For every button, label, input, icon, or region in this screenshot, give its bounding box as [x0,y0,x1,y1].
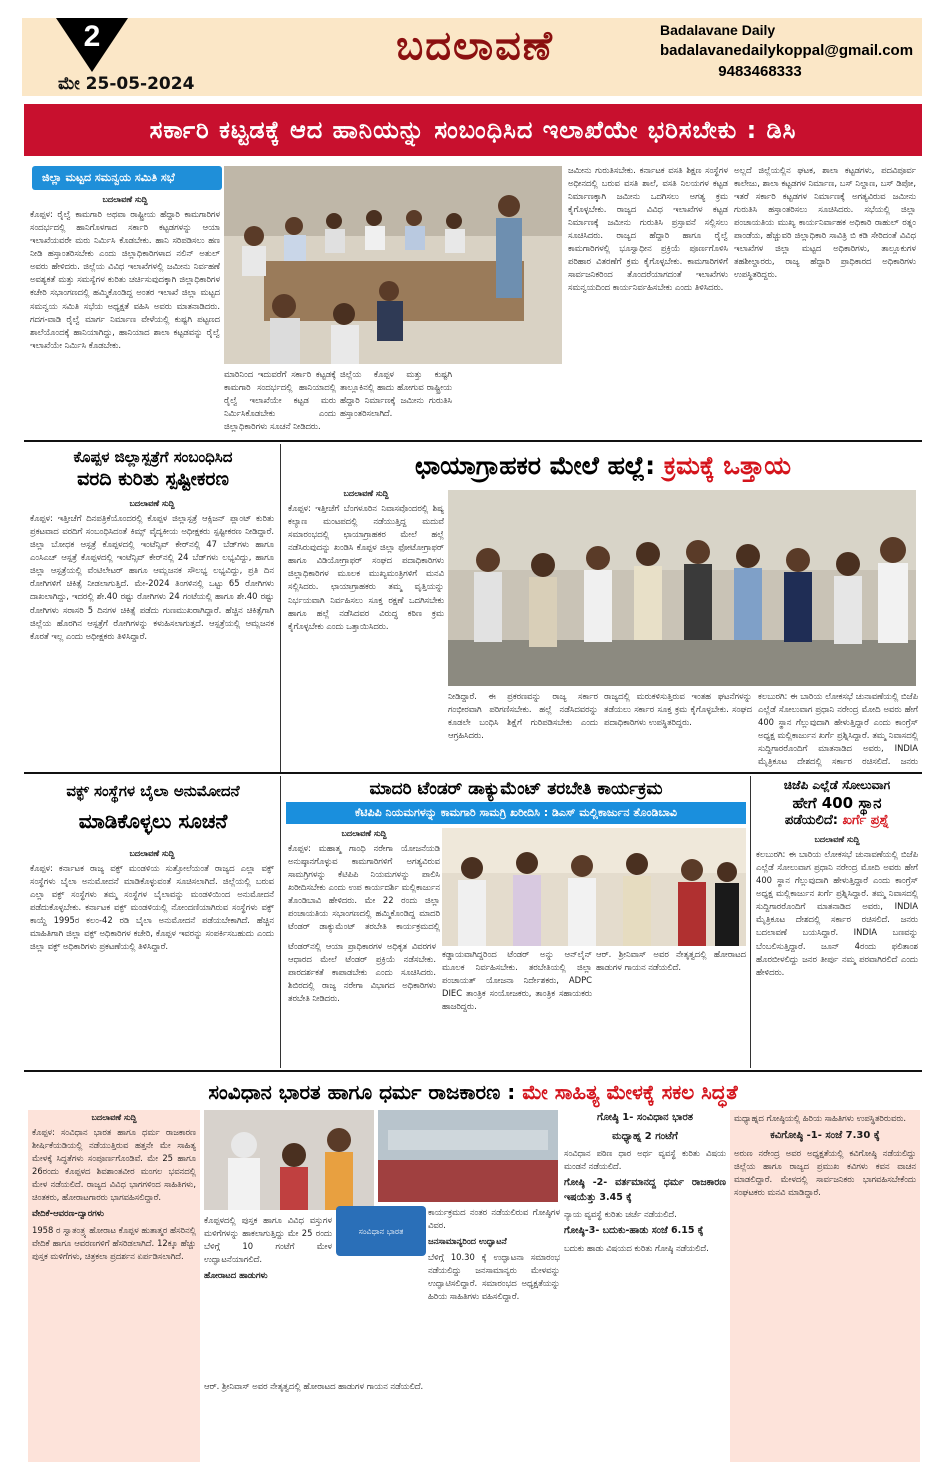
lead-col-4 [568,164,728,436]
headline-line: ಕೊಪ್ಪಳ ಜಿಲ್ಲಾಸ್ಪತ್ರೆಗೆ ಸಂಬಂಧಿಸಿದ [73,448,233,466]
waqf-body [30,848,274,1062]
article-paragraph: ಬದುಕು ಹಾಡು ವಿಷಯದ ಕುರಿತು ಗೋಷ್ಠಿ ನಡೆಯಲಿದೆ. [564,1243,709,1254]
tender-photo [442,828,746,946]
contact-phone: 9483468333 [718,63,802,80]
section-divider [24,1070,922,1072]
article-paragraph: ಕಡ್ಡಾಯವಾಗಿದ್ದರಿಂದ ಟೆಂಡರ್ ಅನ್ನು ಆನ್‌ಲೈನ್ ಮೂಲಕ ನಿರ್ವಹಿಸಬೇಕು. ತರಬೇತಿಯಲ್ಲಿ ಜಿಲ್ಲಾ ಪಂಚಾಯತ್ ಯೋಜನಾ ನಿರ್ದೇಶಕರು, ADPC DIEC ತಾಂತ್ರಿಕ ಸಂಯೋಜಕರು, ತಾಂತ್ರಿಕ ಸಹಾಯಕರು ಹಾಜರಿದ್ದರು. [442,949,592,1012]
subhead: ವೇದಿಕೆ-ಆವರಣ-ದ್ವಾರಗಳು [32,1208,104,1219]
headline-red-part: ಖರ್ಗೆ ಪ್ರಶ್ನೆ [842,813,890,828]
lead-col-3 [340,368,452,438]
samvidhana-col-1 [32,1112,196,1460]
newspaper-title: ಬದಲಾವಣೆ [396,22,554,69]
group-photo-illustration [448,490,916,686]
meeting-photo-illustration [224,166,562,364]
article-paragraph: ಕೊಪ್ಪಳ: ಇತ್ತೀಚೆಗೆ ದಿನಪತ್ರಿಕೆಯೊಂದರಲ್ಲಿ ಕೊಪ್ಪಳ ಜಿಲ್ಲಾಸ್ಪತ್ರೆ ಆಕ್ಸಿಜನ್ ಪ್ಲಾಂಟ್ ಕುರಿತು ಪ್ರಕಟವಾದ ವರದಿಗೆ ಸಂಬಂಧಿಸಿದಂತೆ ಕಿಮ್ಸ್ ವೈದ್ಯಕೀಯ ಅಧೀಕ್ಷಕರು ಸ್ಪಷ್ಟೀಕರಣ ನೀಡಿದ್ದಾರೆ. ಜಿಲ್ಲಾ ಬೋಧಕ ಆಸ್ಪತ್ರೆ ಕೊಪ್ಪಳದಲ್ಲಿ ಇಂಟೆನ್ಸಿವ್ ಕೇರ್‌ನಲ್ಲಿ 47 ಬೆಡ್‌ಗಳು ಹಾಗೂ ಎಂಸಿಎಚ್ ಆಸ್ಪತ್ರೆ ಕೊಪ್ಪಳದಲ್ಲಿ ಇಂಟೆನ್ಸಿವ್ ಕೇರ್‌ನಲ್ಲಿ 24 ಬೆಡ್‌ಗಳು ಲಭ್ಯವಿದ್ದು, ಹಾಗೂ ಜಿಲ್ಲಾ ಆಸ್ಪತ್ರೆಯಲ್ಲಿ ವೆಂಟಿಲೇಟರ್ ಹಾಗೂ ಆಮ್ಲಜನಕ ಸೌಲಭ್ಯ ಲಭ್ಯವಿದ್ದು, ಪ್ರತಿ ದಿನ ರೋಗಿಗಳಿಗೆ ಚಿಕಿತ್ಸೆ ನೀಡಲಾಗುತ್ತಿದೆ. ಮೇ-2024 ತಿಂಗಳಿನಲ್ಲಿ ಒಟ್ಟು 65 ರೋಗಿಗಳು ದಾಖಲಾಗಿದ್ದು, ಇದರಲ್ಲಿ ಶೇ.40 ರಷ್ಟು ರೋಗಿಗಳು 24 ಗಂಟೆಯಲ್ಲಿ ಹಾಗೂ ಶೇ.40 ರಷ್ಟು ರೋಗಿಗಳು ಸರಾಸರಿ 5 ದಿನಗಳ ಚಿಕಿತ್ಸೆ ಪಡೆದು ಗುಣಮುಖರಾಗಿದ್ದಾರೆ. ಹೆಚ್ಚಿನ ಚಿಕಿತ್ಸೆಗಾಗಿ ಜಿಲ್ಲೆಯ ಹೊರಗಿನ ಆಸ್ಪತ್ರೆಗೆ ರೋಗಿಗಳನ್ನು ಕಳುಹಿಸಲಾಗುತ್ತದೆ. ಆಸ್ಪತ್ರೆಯಲ್ಲಿ ಆಮ್ಲಜನಕ ಕೊರತೆ ಇಲ್ಲ ಎಂದು ಅಧೀಕ್ಷಕರು ತಿಳಿಸಿದ್ದಾರೆ. [30,513,274,641]
article-paragraph: ಕೊಪ್ಪಳ: ಮಹಾತ್ಮ ಗಾಂಧಿ ನರೇಗಾ ಯೋಜನೆಯಡಿ ಅನುಷ್ಠಾನಗೊಳ್ಳುವ ಕಾಮಗಾರಿಗಳಿಗೆ ಅಗತ್ಯವಿರುವ ಸಾಮಗ್ರಿಗಳನ್ನು ಕೆಟಿಪಿಪಿ ನಿಯಮಗಳನ್ನು ಪಾಲಿಸಿ ಖರೀದಿಸಬೇಕು ಎಂದು ಉಪ ಕಾರ್ಯದರ್ಶಿ ಮಲ್ಲಿಕಾರ್ಜುನ ತೊಂಡಿಬಾವಿ ಹೇಳಿದರು. ಮೇ 22 ರಂದು ಜಿಲ್ಲಾ ಪಂಚಾಯತಿಯ ಸಭಾಂಗಣದಲ್ಲಿ ಹಮ್ಮಿಕೊಂಡಿದ್ದ ಮಾದರಿ ಟೆಂಡರ್ ಡಾಕ್ಯುಮೆಂಟ್ ತರಬೇತಿ ಕಾರ್ಯಕ್ರಮದಲ್ಲಿ [288,843,440,932]
tender-headline: ಮಾದರಿ ಟೆಂಡರ್ ಡಾಕ್ಯುಮೆಂಟ್ ತರಬೇತಿ ಕಾರ್ಯಕ್ರಮ [369,779,663,799]
headline-line: ಚಿಜೆಪಿ ಎಲ್ಲೆಡೆ ಸೋಲುವಾಗ [783,778,891,792]
byline: ಬದಲಾವಣೆ ಸುದ್ದಿ [814,835,860,844]
article-paragraph: ಬೆಳಿಗ್ಗೆ 10.30 ಕ್ಕೆ ಉದ್ಘಾಟನಾ ಸಮಾರಂಭ ನಡೆಯಲಿದ್ದು ಜನಸಾಮಾನ್ಯರು ಮೇಳವನ್ನು ಉದ್ಘಾಟಿಸಲಿದ್ದಾರೆ. ಸಮಾರಂಭದ ಅಧ್ಯಕ್ಷತೆಯನ್ನು ಹಿರಿಯ ಸಾಹಿತಿಗಳು ವಹಿಸಲಿದ್ದಾರೆ. [428,1252,560,1302]
lead-headline: ಸರ್ಕಾರಿ ಕಟ್ಟಡಕ್ಕೆ ಆದ ಹಾನಿಯನ್ನು ಸಂಬಂಧಿಸಿದ ಇಲಾಖೆಯೇ ಭರಿಸಬೇಕು : ಡಿಸಿ [24,104,922,156]
article-paragraph: ಕಲಬುರಗಿ: ಈ ಬಾರಿಯ ಲೋಕಸಭೆ ಚುನಾವಣೆಯಲ್ಲಿ ಬಿಜೆಪಿ ಎಲ್ಲೆಡೆ ಸೋಲುವಾಗ ಪ್ರಧಾನಿ ನರೇಂದ್ರ ಮೋದಿ ಅವರು ಹೇಗೆ 400 ಸ್ಥಾನ ಗೆಲ್ಲುವುದಾಗಿ ಹೇಳುತ್ತಿದ್ದಾರೆ ಎಂದು ಕಾಂಗ್ರೆಸ್ ಅಧ್ಯಕ್ಷ ಮಲ್ಲಿಕಾರ್ಜುನ ಖರ್ಗೆ ಪ್ರಶ್ನಿಸಿದ್ದಾರೆ. ತಮ್ಮ ನಿವಾಸದಲ್ಲಿ ಸುದ್ದಿಗಾರರೊಂದಿಗೆ ಮಾತನಾಡಿದ ಅವರು, INDIA ಮೈತ್ರಿಕೂಟ ದೇಶದಲ್ಲಿ ಸರ್ಕಾರ ರಚಿಸಲಿದೆ. ಜನರು ಬದಲಾವಣೆ ಬಯಸಿದ್ದಾರೆ. INDIA ಬಣವನ್ನು ಬೆಂಬಲಿಸುತ್ತಿದ್ದಾರೆ. ಜೂನ್ 4ರಂದು ಫಲಿತಾಂಶ ಹೊರಬೀಳಲಿದ್ದು ಜನರ ತೀರ್ಪು ನಮ್ಮ ಪರವಾಗಿರಲಿದೆ ಎಂದು ಹೇಳಿದರು. [756,849,918,977]
lead-photo-meeting [224,166,562,364]
contact-email: badalavanedailykoppal@gmail.com [660,42,914,59]
article-paragraph: ಮಧ್ಯಾಹ್ನದ ಗೋಷ್ಠಿಯಲ್ಲಿ ಹಿರಿಯ ಸಾಹಿತಿಗಳು ಉಪಸ್ಥಿತರಿರುವರು. [734,1113,907,1123]
column-divider [280,444,281,772]
article-paragraph: ಕೊಪ್ಪಳ: ರೈಲ್ವೆ ಕಾಮಗಾರಿ ಅಥವಾ ರಾಷ್ಟ್ರೀಯ ಹೆದ್ದಾರಿ ಕಾಮಗಾರಿಗಳ ಸಂದರ್ಭದಲ್ಲಿ ಹಾನಿಗೊಳಗಾದ ಸರ್ಕಾರಿ ಕಟ್ಟಡಗಳನ್ನು ಆಯಾ ಇಲಾಖೆಯವರೇ ಮರು ನಿರ್ಮಿಸಿ ಕೊಡಬೇಕು. ಹಾನಿ ಸರಿಪಡಿಸಲು ಹಣ ನೀಡಿ ಹಸ್ತಾಂತರಿಸಬೇಕು ಎಂದು ಜಿಲ್ಲಾಧಿಕಾರಿಗಳಾದ ನಲಿನ್ ಅತುಲ್ ಅವರು ಹೇಳಿದರು. ಜಿಲ್ಲೆಯ ವಿವಿಧ ಇಲಾಖೆಗಳಲ್ಲಿ ಜಮೀನು ನಿರ್ವಹಣೆ ಅವಶ್ಯಕತೆ ಮತ್ತು ಸಮಸ್ಯೆಗಳ ಕುರಿತು ಚರ್ಚಿಸುವುದಕ್ಕಾಗಿ ಜಿಲ್ಲಾಧಿಕಾರಿಗಳ ಕಚೇರಿ ಸಭಾಂಗಣದಲ್ಲಿ ಹಮ್ಮಿಕೊಂಡಿದ್ದ ಅಂತರ ಇಲಾಖೆ ಜಿಲ್ಲಾ ಮಟ್ಟದ ಸಮನ್ವಯ ಸಮಿತಿ ಸಭೆಯ ಅಧ್ಯಕ್ಷತೆ ವಹಿಸಿ ಅವರು ಮಾತನಾಡಿದರು. ಗದಗ-ವಾಡಿ ರೈಲ್ವೆ ಮಾರ್ಗ ನಿರ್ಮಾಣ ವೇಳೆಯಲ್ಲಿ ಕುಷ್ಟಗಿ ಪಟ್ಟಣದ ಶಾಲೆಯೊಂದಕ್ಕೆ ಹಾನಿಯಾಗಿದ್ದು, ಹಾನಿಯಾದ ಶಾಲಾ ಕಟ್ಟಡವನ್ನು ರೈಲ್ವೆ ಇಲಾಖೆಯೇ ನಿರ್ಮಿಸಿ ಕೊಡಬೇಕು. [30,209,220,350]
headline-black-part: ಸಂವಿಧಾನ ಭಾರತ ಹಾಗೂ ಧರ್ಮ ರಾಜಕಾರಣ : [208,1080,516,1104]
byline: ಬದಲಾವಣೆ ಸುದ್ದಿ [129,499,175,508]
samvidhana-logo [336,1206,426,1256]
article-paragraph: ಕಾರ್ಯಕ್ರಮದ ನಂತರ ನಡೆಯಲಿರುವ ಗೋಷ್ಠಿಗಳ ವಿವರ. [428,1207,560,1231]
subhead: ಗೋಷ್ಠಿ -2- ವರ್ತಮಾನದ್ದ ಧರ್ಮ ರಾಜಕಾರಣ ಇಷಯೆತ್ತು 3.45 ಕ್ಕೆ [564,1177,726,1203]
lead-col-1 [30,194,220,430]
contact-block [660,22,920,80]
hall-photo-illustration [378,1110,558,1202]
headline-black-part: ಛಾಯಾಗ್ರಾಹಕರ ಮೇಲೆ ಹಲ್ಲೆ: [415,451,656,480]
byline: ಬದಲಾವಣೆ ಸುದ್ದಿ [91,1113,137,1122]
issue-date: ಮೇ 25-05-2024 [58,74,195,94]
photographers-photo [448,490,916,686]
article-paragraph: ಅರುಣ ನರೇಂದ್ರ ಅವರ ಅಧ್ಯಕ್ಷತೆಯಲ್ಲಿ ಕವಿಗೋಷ್ಠಿ ನಡೆಯಲಿದ್ದು ಜಿಲ್ಲೆಯ ಹಾಗೂ ರಾಜ್ಯದ ಪ್ರಮುಖ ಕವಿಗಳು ಕವನ ವಾಚನ ಮಾಡಲಿದ್ದಾರೆ. ಮೇಳದಲ್ಲಿ ಸಾರ್ವಜನಿಕರು ಭಾಗವಹಿಸಬೇಕೆಂದು ಸಂಘಟಕರು ಮನವಿ ಮಾಡಿದ್ದಾರೆ. [734,1147,916,1197]
page-number: 2 [83,20,101,53]
samvidhana-photo-1 [204,1110,374,1210]
subhead: ಗೋಷ್ಠಿ-3- ಬದುಕು-ಹಾಡು ಸಂಜೆ 6.15 ಕ್ಕೆ [564,1225,704,1237]
lead-col-5 [734,164,916,436]
headline-line [754,812,920,830]
training-photo-illustration [442,828,746,946]
article-paragraph: ಅಲ್ಲದೆ ಜಿಲ್ಲೆಯಲ್ಲಿನ ಘಟಕ, ಶಾಲಾ ಕಟ್ಟಡಗಳು, ಪದವಿಪೂರ್ವ ಕಾಲೇಜು, ಶಾಲಾ ಕಟ್ಟಡಗಳ ನಿರ್ಮಾಣ, ಬಸ್ ನಿಲ್ದಾಣ, ಬಸ್ ಡಿಪೋ, ಇತರೆ ಸರ್ಕಾರಿ ಕಟ್ಟಡಗಳ ನಿರ್ಮಾಣಕ್ಕೆ ಅಗತ್ಯವಿರುವ ಜಮೀನು ಗುರುತಿಸಿ ಹಸ್ತಾಂತರಿಸಲು ಸೂಚಿಸಿದರು. ಸಭೆಯಲ್ಲಿ ಜಿಲ್ಲಾ ಪಂಚಾಯತಿಯ ಮುಖ್ಯ ಕಾರ್ಯನಿರ್ವಾಹಕ ಅಧಿಕಾರಿ ರಾಹುಲ್ ರತ್ನಂ ಪಾಂಡೆಯ, ಹೆಚ್ಚುವರಿ ಜಿಲ್ಲಾಧಿಕಾರಿ ಸಾವಿತ್ರಿ ಬಿ ಕಡಿ ಸೇರಿದಂತೆ ವಿವಿಧ ಇಲಾಖೆಗಳ ಜಿಲ್ಲಾ ಮಟ್ಟದ ಅಧಿಕಾರಿಗಳು, ತಾಲ್ಲೂಕುಗಳ ತಹಶೀಲ್ದಾರರು, ರಾಜ್ಯ ಹೆದ್ದಾರಿ ಪ್ರಾಧಿಕಾರದ ಅಧಿಕಾರಿಗಳು ಉಪಸ್ಥಿತರಿದ್ದರು. [734,165,916,280]
article-paragraph: ಆರ್. ಶ್ರೀನಿವಾಸ್ ಅವರ ನೇತೃತ್ವದಲ್ಲಿ ಹೋರಾಟದ ಹಾಡುಗಳ ಗಾಯನ ನಡೆಯಲಿದೆ. [596,949,746,973]
headline-red-part: ಕ್ರಮಕ್ಕೆ ಒತ್ತಾಯ [663,451,791,480]
speakers-photo-illustration [204,1110,374,1210]
photographers-col-4 [758,690,918,770]
subhead: ಮಧ್ಯಾಹ್ನ 2 ಗಂಟೆಗೆ [612,1130,678,1142]
byline: ಬದಲಾವಣೆ ಸುದ್ದಿ [343,489,389,498]
headline-red-part: ಮೇ ಸಾಹಿತ್ಯ ಮೇಳಕ್ಕೆ ಸಕಲ ಸಿದ್ಧತೆ [522,1080,738,1104]
article-paragraph: ಕೊಪ್ಪಳ: ಸಂವಿಧಾನ ಭಾರತ ಹಾಗೂ ಧರ್ಮ ರಾಜಕಾರಣ ಶೀರ್ಷಿಕೆಯಡಿಯಲ್ಲಿ ನಡೆಯುತ್ತಿರುವ ಹತ್ತನೇ ಮೇ ಸಾಹಿತ್ಯ ಮೇಳಕ್ಕೆ ಸಿದ್ಧತೆಗಳು ಸಂಪೂರ್ಣಗೊಂಡಿವೆ. ಮೇ 25 ಹಾಗೂ 26ರಂದು ಕೊಪ್ಪಳದ ಶಿವಶಾಂತವೀರ ಮಂಗಲ ಭವನದಲ್ಲಿ ಮೇಳ ನಡೆಯಲಿದೆ. ರಾಜ್ಯದ ವಿವಿಧ ಭಾಗಗಳಿಂದ ಸಾಹಿತಿಗಳು, ಚಿಂತಕರು, ಹೋರಾಟಗಾರರು ಭಾಗವಹಿಸಲಿದ್ದಾರೆ. [32,1127,196,1203]
logo-caption: ಸಂವಿಧಾನ ಭಾರತ [358,1227,404,1236]
section-chip: ಜಿಲ್ಲಾ ಮಟ್ಟದ ಸಮನ್ವಯ ಸಮಿತಿ ಸಭೆ [32,166,222,190]
article-paragraph: ಕಲಬುರಗಿ: ಈ ಬಾರಿಯ ಲೋಕಸಭೆ ಚುನಾವಣೆಯಲ್ಲಿ ಬಿಜೆಪಿ ಎಲ್ಲೆಡೆ ಸೋಲುವಾಗ ಪ್ರಧಾನಿ ನರೇಂದ್ರ ಮೋದಿ ಅವರು ಹೇಗೆ 400 ಸ್ಥಾನ ಗೆಲ್ಲುವುದಾಗಿ ಹೇಳುತ್ತಿದ್ದಾರೆ ಎಂದು ಕಾಂಗ್ರೆಸ್ ಅಧ್ಯಕ್ಷ ಮಲ್ಲಿಕಾರ್ಜುನ ಖರ್ಗೆ ಪ್ರಶ್ನಿಸಿದ್ದಾರೆ. ತಮ್ಮ ನಿವಾಸದಲ್ಲಿ ಸುದ್ದಿಗಾರರೊಂದಿಗೆ ಮಾತನಾಡಿದ ಅವರು, INDIA ಮೈತ್ರಿಕೂಟ ದೇಶದಲ್ಲಿ ಸರ್ಕಾರ ರಚಿಸಲಿದೆ. ಜನರು [758,691,918,767]
samvidhana-photo-2 [378,1110,558,1202]
photographers-col-1 [288,488,444,688]
article-paragraph: ಆರ್. ಶ್ರೀನಿವಾಸ್ ಅವರ ನೇತೃತ್ವದಲ್ಲಿ ಹೋರಾಟದ ಹಾಡುಗಳ ಗಾಯನ ನಡೆಯಲಿದೆ. [204,1381,424,1391]
article-paragraph: ರಾಜ್ಯದಲ್ಲಿ ಮರುಕಳಿಸುತ್ತಿರುವ ಇಂತಹ ಘಟನೆಗಳನ್ನು ತಡೆಯಲು ಸರ್ಕಾರ ಸೂಕ್ತ ಕ್ರಮ ಕೈಗೊಳ್ಳಬೇಕು. ಸಂಘದ ಪದಾಧಿಕಾರಿಗಳು ಉಪಸ್ಥಿತರಿದ್ದರು. [604,691,752,728]
article-paragraph: ಸಂವಿಧಾನ ಪಠಿಣ ಧಾರ ಅರ್ಥ ವ್ಯವಸ್ಥೆ ಕುರಿತು ವಿಷಯ ಮಂಡನೆ ನಡೆಯಲಿದೆ. [564,1148,726,1172]
section-divider [24,772,922,774]
byline: ಬದಲಾವಣೆ ಸುದ್ದಿ [102,195,148,204]
subhead: ಹೋರಾಟದ ಹಾಡುಗಳು [204,1270,268,1281]
samvidhana-col-2b [204,1380,424,1462]
subhead: ಕವಿಗೋಷ್ಠಿ -1- ಸಂಜೆ 7.30 ಕ್ಕೆ [770,1130,880,1142]
photographers-col-2 [448,690,598,770]
photographers-headline [286,446,920,486]
headline-line: ಮಾಡಿಕೊಳ್ಳಲು ಸೂಚನೆ [78,809,228,833]
article-paragraph: ನ್ಯಾಯ ವ್ಯವಸ್ಥೆ ಕುರಿತು ಚರ್ಚೆ ನಡೆಯಲಿದೆ. [564,1209,677,1220]
article-paragraph: ಕೊಪ್ಪಳದಲ್ಲಿ ಪುಸ್ತಕ ಹಾಗೂ ವಿವಿಧ ವಸ್ತುಗಳ ಮಳಿಗೆಗಳನ್ನು ಹಾಕಲಾಗುತ್ತಿದ್ದು ಮೇ 25 ರಂದು ಬೆಳಿಗ್ಗೆ 10 ಗಂಟೆಗೆ ಮೇಳ ಉದ್ಘಾಟನೆಯಾಗಲಿದೆ. [204,1215,332,1265]
lead-col-3b [458,368,562,438]
lead-col-2 [224,368,336,438]
byline: ಬದಲಾವಣೆ ಸುದ್ದಿ [129,849,175,858]
tender-col-3 [442,948,592,1066]
section-divider [24,440,922,442]
paper-name-en: Badalavane Daily [660,22,776,38]
column-divider [280,776,281,1068]
article-paragraph: ನೀಡಿದ್ದಾರೆ. ಈ ಪ್ರಕರಣವನ್ನು ರಾಜ್ಯ ಸರ್ಕಾರ ಗಂಭೀರವಾಗಿ ಪರಿಗಣಿಸಬೇಕು. ಹಲ್ಲೆ ನಡೆಸಿದವರನ್ನು ಕೂಡಲೇ ಬಂಧಿಸಿ ಶಿಕ್ಷೆಗೆ ಗುರಿಪಡಿಸಬೇಕು ಎಂದು ಆಗ್ರಹಿಸಿದರು. [448,691,598,741]
article-paragraph: 1958 ರ ಸ್ವಾತಂತ್ರ್ಯ ಹೋರಾಟ ಕೊಪ್ಪಳ ಹುತಾತ್ಮರ ಹೆಸರಿನಲ್ಲಿ ವೇದಿಕೆ ಹಾಗೂ ಆವರಣಗಳಿಗೆ ಹೆಸರಿಡಲಾಗಿದೆ. 12ಕ್ಕೂ ಹೆಚ್ಚು ಪುಸ್ತಕ ಮಳಿಗೆಗಳು, ಚಿತ್ರಕಲಾ ಪ್ರದರ್ಶನ ಏರ್ಪಡಿಸಲಾಗಿದೆ. [32,1224,196,1261]
article-paragraph: ಮಾರಿನಿಂದ ಇದುವರೆಗೆ ಸರ್ಕಾರಿ ಕಟ್ಟಡಕ್ಕೆ ಕಾಮಗಾರಿ ಸಂದರ್ಭದಲ್ಲಿ ಹಾನಿಯಾದಲ್ಲಿ ರೈಲ್ವೆ ಇಲಾಖೆಯೇ ಕಟ್ಟಡ ಮರು ನಿರ್ಮಿಸಿಕೊಡಬೇಕು ಎಂದು ಜಿಲ್ಲಾಧಿಕಾರಿಗಳು ಸೂಚನೆ ನೀಡಿದರು. [224,369,336,432]
article-paragraph: ಜಿಲ್ಲೆಯ ಕೊಪ್ಪಳ ಮತ್ತು ಕುಷ್ಟಗಿ ತಾಲ್ಲೂಕಿನಲ್ಲಿ ಹಾದು ಹೋಗುವ ರಾಷ್ಟ್ರೀಯ ಹೆದ್ದಾರಿ ನಿರ್ಮಾಣಕ್ಕೆ ಜಮೀನು ಗುರುತಿಸಿ ಹಸ್ತಾಂತರಿಸಲಾಗಿದೆ. [340,369,452,419]
waqf-headline [28,780,278,832]
tender-subheadline: ಕೆಟಿಪಿಪಿ ನಿಯಮಗಳನ್ನು ಕಾಮಗಾರಿ ಸಾಮಗ್ರಿ ಖರೀದಿಸಿ : ಡಿಎಸ್ ಮಲ್ಲಿಕಾರ್ಜುನ ತೊಂಡಿಬಾವಿ [286,802,746,824]
article-paragraph: ಜಮೀನು ಗುರುತಿಸಬೇಕು. ಕರ್ನಾಟಕ ವಸತಿ ಶಿಕ್ಷಣ ಸಂಸ್ಥೆಗಳ ಅಧೀನದಲ್ಲಿ ಬರುವ ವಸತಿ ಶಾಲೆ, ವಸತಿ ನಿಲಯಗಳ ಕಟ್ಟಡ ನಿರ್ಮಾಣಕ್ಕಾಗಿ ಜಮೀನು ಒದಗಿಸಲು ಅಗತ್ಯ ಕ್ರಮ ಕೈಗೊಳ್ಳಬೇಕು. ರಾಜ್ಯದ ವಿವಿಧ ಇಲಾಖೆಗಳ ಕಟ್ಟಡ ನಿರ್ಮಾಣಕ್ಕೆ ಜಮೀನು ಗುರುತಿಸಿ ಪ್ರಸ್ತಾವನೆ ಸಲ್ಲಿಸಲು ಸೂಚಿಸಿದರು. ರಾಜ್ಯದ ಹೆದ್ದಾರಿ ಹಾಗೂ ರೈಲ್ವೆ ಕಾಮಗಾರಿಗಳಲ್ಲಿ ಭೂಸ್ವಾಧೀನ ಪ್ರಕ್ರಿಯೆ ಪೂರ್ಣಗೊಳಿಸಿ ಪರಿಹಾರ ವಿತರಣೆಗೆ ಕ್ರಮ ಕೈಗೊಳ್ಳಬೇಕು. ಕಾಮಗಾರಿಗಳಿಗೆ ಸಾರ್ವಜನಿಕರಿಂದ ತೊಂದರೆಯಾಗದಂತೆ ಇಲಾಖೆಗಳು ಸಮನ್ವಯದಿಂದ ಕಾರ್ಯನಿರ್ವಹಿಸಬೇಕು ಎಂದು ತಿಳಿಸಿದರು. [568,165,728,293]
kharge-headline [754,776,920,830]
column-divider [750,776,751,1068]
samvidhana-col-3 [428,1206,560,1462]
hospital-headline [28,446,278,490]
article-paragraph: ಟೆಂಡರ್‌ನಲ್ಲಿ ಆಯಾ ಪ್ರಾಧಿಕಾರಗಳ ಅಧಿಕೃತ ವಿವರಗಳ ಆಧಾರದ ಮೇಲೆ ಟೆಂಡರ್ ಪ್ರಕ್ರಿಯೆ ನಡೆಸಬೇಕು. ಪಾರದರ್ಶಕತೆ ಕಾಪಾಡಬೇಕು ಎಂದು ಸೂಚಿಸಿದರು. ಶಿಬಿರದಲ್ಲಿ ರಾಜ್ಯ ನರೇಗಾ ವಿಭಾಗದ ಅಧಿಕಾರಿಗಳು ತರಬೇತಿ ನೀಡಿದರು. [288,941,436,1004]
byline: ಬದಲಾವಣೆ ಸುದ್ದಿ [341,829,387,838]
tender-col-1 [288,828,440,936]
headline-line: ವರದಿ ಕುರಿತು ಸ್ಪಷ್ಟೀಕರಣ [77,468,229,490]
headline-line: ಹೇಗೆ 400 ಸ್ಥಾನ [792,794,882,812]
subhead: ಗೋಷ್ಠಿ 1- ಸಂವಿಧಾನ ಭಾರತ [596,1112,694,1123]
tender-col-2 [288,940,436,1066]
article-paragraph: ಕೊಪ್ಪಳ: ಇತ್ತೀಚೆಗೆ ಬೆಂಗಳೂರಿನ ನಿವಾಸವೊಂದರಲ್ಲಿ ಶಿಷ್ಯ ಕಲ್ಯಾಣ ಮಂಟಪದಲ್ಲಿ ನಡೆಯುತ್ತಿದ್ದ ಮದುವೆ ಸಮಾರಂಭದಲ್ಲಿ ಛಾಯಾಗ್ರಾಹಕರ ಮೇಲೆ ಹಲ್ಲೆ ನಡೆಸಿರುವುದನ್ನು ಖಂಡಿಸಿ ಕೊಪ್ಪಳ ಜಿಲ್ಲಾ ಫೋಟೋಗ್ರಾಫರ್ ಹಾಗೂ ವಿಡಿಯೋಗ್ರಾಫರ್ ಸಂಘದ ಪದಾಧಿಕಾರಿಗಳು ಜಿಲ್ಲಾಧಿಕಾರಿಗಳ ಮೂಲಕ ಮುಖ್ಯಮಂತ್ರಿಗಳಿಗೆ ಮನವಿ ಸಲ್ಲಿಸಿದರು. ಛಾಯಾಗ್ರಾಹಕರು ತಮ್ಮ ವೃತ್ತಿಯನ್ನು ನಿರ್ಭಯವಾಗಿ ನಿರ್ವಹಿಸಲು ಸೂಕ್ತ ರಕ್ಷಣೆ ಒದಗಿಸಬೇಕು ಹಾಗೂ ಹಲ್ಲೆ ನಡೆಸಿದವರ ವಿರುದ್ಧ ಕಠಿಣ ಕ್ರಮ ಕೈಗೊಳ್ಳಬೇಕು ಎಂದು ಒತ್ತಾಯಿಸಿದರು. [288,503,444,631]
kharge-body [756,834,918,1066]
hospital-body [30,498,274,764]
article-paragraph: ಕೊಪ್ಪಳ: ಕರ್ನಾಟಕ ರಾಜ್ಯ ವಕ್ಫ್ ಮಂಡಳಿಯ ಸುತ್ತೋಲೆಯಂತೆ ರಾಜ್ಯದ ಎಲ್ಲಾ ವಕ್ಫ್ ಸಂಸ್ಥೆಗಳು ಬೈಲಾ ಅನುಮೋದನೆ ಮಾಡಿಕೊಳ್ಳುವಂತೆ ಸೂಚಿಸಲಾಗಿದೆ. ಜಿಲ್ಲೆಯಲ್ಲಿ ಬರುವ ಎಲ್ಲಾ ವಕ್ಫ್ ಸಂಸ್ಥೆಗಳು ತಮ್ಮ ಸಂಸ್ಥೆಗಳ ಬೈಲಾವನ್ನು ಮಂಡಳಿಯಿಂದ ಅನುಮೋದನೆ ಪಡೆದುಕೊಳ್ಳಬೇಕು. ಕರ್ನಾಟಕ ವಕ್ಫ್ ಮಂಡಳಿಯಲ್ಲಿ ನೋಂದಣಿಯಾಗಿರುವ ಸಂಸ್ಥೆಗಳು ವಕ್ಫ್ ಕಾಯ್ದೆ 1995ರ ಕಲಂ-42 ರಡಿ ಬೈಲಾ ಅನುಮೋದನೆ ಪಡೆಯಬೇಕಾಗಿದೆ. ಹೆಚ್ಚಿನ ಮಾಹಿತಿಗಾಗಿ ಜಿಲ್ಲಾ ವಕ್ಫ್ ಅಧಿಕಾರಿಗಳ ಕಚೇರಿ, ಕೊಪ್ಪಳ ಇವರನ್ನು ಸಂಪರ್ಕಿಸಬಹುದು ಎಂದು ಜಿಲ್ಲಾ ವಕ್ಫ್ ಅಧಿಕಾರಿಗಳು ಪ್ರಕಟಣೆಯಲ್ಲಿ ತಿಳಿಸಿದ್ದಾರೆ. [30,863,274,952]
headline-black-part: ಪಡೆಯಲಿದೆ: [784,813,838,828]
tender-col-4 [596,948,746,1066]
subhead: ಜನಸಾಮಾನ್ಯರಿಂದ ಉದ್ಘಾಟನೆ [428,1236,507,1247]
samvidhana-col-4 [564,1110,726,1462]
samvidhana-headline [24,1076,922,1108]
photographers-col-3 [604,690,752,770]
headline-line: ವಕ್ಫ್ ಸಂಸ್ಥೆಗಳ ಬೈಲಾ ಅನುಮೋದನೆ [66,782,240,800]
samvidhana-col-5 [734,1112,916,1460]
